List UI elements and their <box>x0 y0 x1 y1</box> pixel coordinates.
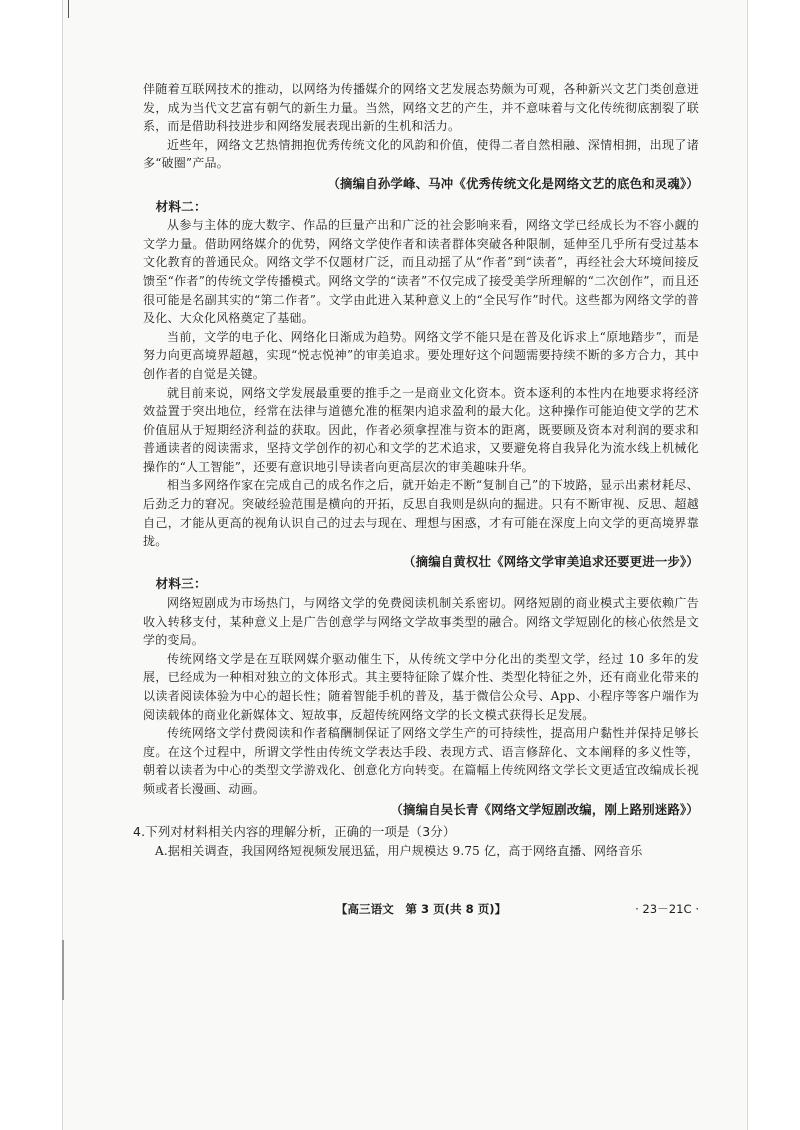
material-2-paragraph: 从参与主体的庞大数字、作品的巨量产出和广泛的社会影响来看，网络文学已经成长为不容小觑的文学力量。借助网络媒介的优势，网络文学使作者和读者群体突破各种限制，延伸至几乎所有受过基本文化教育的普通民众。网络文学不仅题材广泛，而且动摇了从“作者”到“读者”，再经社会大环境间接反馈至“作者”的传统文学传播模式。网络文学的“读者”不仅完成了接受美学所理解的“二次创作”，而且还很可能是名副其实的“第二作者”。文学由此进入某种意义上的“全民写作”时代。这些都为网络文学的普及化、大众化风格奠定了基础。 <box>143 218 699 326</box>
material-3-paragraph: 传统网络文学付费阅读和作者稿酬制保证了网络文学生产的可持续性，提高用户黏性并保持足够长度。在这个过程中，所谓文学性由传统文学表达手段、表现方式、语言修辞化、文本阐释的多义性等，朝着以读者为中心的类型文学游戏化、创意化方向转变。在篇幅上传统网络文学长文更适宜改编成长视频或者长漫画、动画。 <box>143 726 699 796</box>
scan-edge-mark <box>68 0 69 18</box>
material-2-paragraph: 相当多网络作家在完成自己的成名作之后，就开始走不断“复制自己”的下坡路，显示出素材耗尽、后劲乏力的窘况。突破经验范围是横向的开拓，反思自我则是纵向的掘进。只有不断审视、反思、超越自己，才能从更高的视角认识自己的过去与现在、理想与困惑，才有可能在深度上向文学的更高境界靠拢。 <box>143 478 699 549</box>
material-3-paragraph: 网络短剧成为市场热门，与网络文学的免费阅读机制关系密切。网络短剧的商业模式主要依赖广告收入转移支付，某种意义上是广告创意学与网络文学故事类型的融合。网络文学短剧化的核心依然是文学的变局。 <box>143 596 699 648</box>
source-citation: （摘编自孙学峰、马冲《优秀传统文化是网络文艺的底色和灵魂》） <box>327 175 699 191</box>
page-footer <box>143 901 699 921</box>
footer-page-label: 【高三语文 第 3 页(共 8 页)】 <box>335 902 507 916</box>
option-a: A.据相关调查，我国网络短视频发展迅猛，用户规模达 9.75 亿，高于网络直播、网络音乐 <box>155 843 643 858</box>
material-3-heading: 材料三： <box>155 576 207 592</box>
footer-code: · 23－21C · <box>635 902 699 916</box>
source-citation: （摘编自吴长青《网络文学短剧改编，刚上路别迷路》） <box>390 801 699 817</box>
material-3-paragraph: 传统网络文学是在互联网媒介驱动催生下，从传统文学中分化出的类型文学，经过 10 多年的发展，已经成为一种相对独立的文体形式。其主要特征除了媒介性、类型化特征之外，还有商业化带来的以读者阅读体验为中心的超长性；随着智能手机的普及，基于微信公众号、App、小程序等客户端作为阅读载体的商业化新媒体文、短故事，反超传统网络文学的长文模式获得长足发展。 <box>143 651 699 722</box>
material-2-heading: 材料二： <box>155 198 207 214</box>
source-citation: （摘编自黄权壮《网络文学审美追求还要更进一步》） <box>403 553 699 569</box>
page-body <box>133 80 699 860</box>
scan-edge-mark <box>62 940 64 1000</box>
intro-paragraph: 近些年，网络文艺热情拥抱优秀传统文化的风韵和价值，使得二者自然相融、深情相拥，出现了诸多“破圈”产品。 <box>143 137 699 171</box>
question-4: 4.下列对材料相关内容的理解分析，正确的一项是（3分） <box>133 824 456 840</box>
material-2-paragraph: 当前，文学的电子化、网络化日渐成为趋势。网络文学不能只是在普及化诉求上“原地踏步”，而是努力向更高境界超越，实现“悦志悦神”的审美追求。要处理好这个问题需要持续不断的多方合力，其中创作者的自觉是关键。 <box>143 329 699 381</box>
intro-paragraph: 伴随着互联网技术的推动，以网络为传播媒介的网络文艺发展态势颇为可观，各种新兴文艺门类创意迸发，成为当代文艺富有朝气的新生力量。当然，网络文艺的产生，并不意味着与文化传统彻底割裂了联系，而是借助科技进步和网络发展表现出新的生机和活力。 <box>143 82 699 134</box>
material-2-paragraph: 就目前来说，网络文学发展最重要的推手之一是商业文化资本。资本逐利的本性内在地要求将经济效益置于突出地位，经常在法律与道德允准的框架内追求盈利的最大化。这种操作可能迫使文学的艺术价值屈从于短期经济利益的获取。因此，作者必须拿捏准与资本的距离，既要顾及资本对利润的要求和普通读者的阅读需求，坚持文学创作的初心和文学的艺术追求，又要避免将自我异化为流水线上机械化操作的“人工智能”，还要有意识地引导读者向更高层次的审美趣味升华。 <box>143 385 699 474</box>
